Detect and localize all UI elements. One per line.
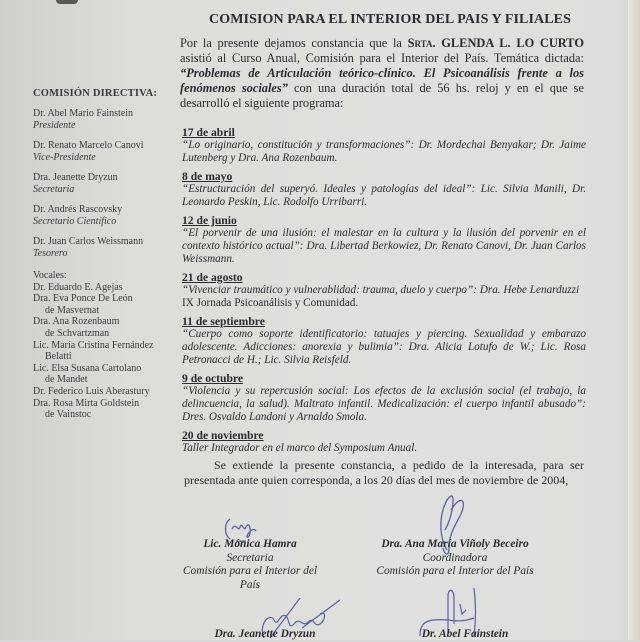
member-role: Secretaria bbox=[33, 184, 75, 195]
signer-name: Dra. Jeanette Dryzun bbox=[214, 628, 316, 640]
session-date: 8 de mayo bbox=[182, 170, 233, 183]
session-description: Taller Integrador en el marco del Symposium Anual. bbox=[182, 442, 418, 454]
session-description: “Cuerpo como soporte identificatorio: tatuajes y piercing. Sexualidad y embarazo adolescente. Adicciones: anorexia y bulimia”: Dra. Alicia Lotufo de W.; Lic. Rosa Petronacci de H.; Lic. Silvia Reisfeld. bbox=[182, 328, 586, 366]
signer-name: Lic. Mónica Hamra bbox=[203, 538, 297, 550]
document-title: COMISION PARA EL INTERIOR DEL PAIS Y FILIALES bbox=[209, 12, 571, 27]
member-name: Dr. Abel Mario Fainstein bbox=[33, 108, 133, 119]
board-member bbox=[33, 108, 173, 132]
program-session bbox=[182, 315, 586, 367]
session-description: “El porvenir de una ilusión: el malestar en la cultura y la ilusión del porvenir en el contexto histórico actual”: Dra. Libertad Berkowiez, Dr. Renato Canovi, Dr. Juan Carlos Weissmann. bbox=[182, 227, 586, 265]
vocal-name-cont: de Schvartzman bbox=[45, 327, 110, 339]
member-name: Dr. Renato Marcelo Canovi bbox=[33, 140, 144, 151]
vocal-name: Dra. Eva Ponce De León bbox=[33, 293, 133, 305]
signer-name: Dra. Ana María Viñoly Beceiro bbox=[381, 538, 529, 550]
binding-mark bbox=[56, 0, 78, 4]
vocal-name-cont: Belatti bbox=[45, 351, 72, 363]
vocal-name: Lic. María Cristina Fernández bbox=[33, 339, 154, 351]
signer-role: Coordinadora bbox=[422, 551, 488, 564]
board-member bbox=[33, 172, 173, 196]
signer-role: Secretaria bbox=[226, 551, 274, 564]
session-date: 20 de noviembre bbox=[182, 429, 264, 442]
member-name: Dr. Juan Carlos Weissmann bbox=[33, 236, 144, 247]
session-date: 11 de septiembre bbox=[182, 315, 265, 328]
intro-middle: asistió al Curso Anual, Comisión para el Interior del País. Temática dictada: bbox=[180, 51, 584, 65]
program-session bbox=[182, 271, 586, 310]
session-date: 12 de junio bbox=[182, 214, 237, 227]
vocal-name: Dra. Rosa Mirta Goldstein bbox=[33, 397, 140, 409]
vocal-name: Dr. Federico Luis Aberastury bbox=[33, 385, 150, 397]
vocal-name: Lic. Elsa Susana Cartolano bbox=[33, 362, 142, 374]
program-session bbox=[182, 429, 586, 455]
honorific: Srta. bbox=[407, 36, 436, 50]
closing-paragraph: Se extiende la presente constancia, a pedido de la interesada, para ser presentada ante quien corresponda, a los 20 días del mes de noviembre de 2004, bbox=[184, 458, 584, 487]
program-session bbox=[182, 372, 586, 424]
intro-paragraph bbox=[180, 36, 584, 111]
board-member bbox=[33, 204, 173, 228]
board-sidebar bbox=[33, 88, 173, 421]
session-date: 9 de octubre bbox=[182, 372, 243, 385]
session-note: IX Jornada Psicoanálisis y Comunidad. bbox=[182, 297, 359, 309]
signer-org: Comisión para el Interior del País bbox=[376, 565, 534, 577]
signer-org: Comisión para el Interior del País bbox=[182, 565, 318, 591]
signature-block-dryzun bbox=[200, 628, 330, 642]
program-session bbox=[182, 126, 586, 165]
intro-prefix: Por la presente dejamos constancia que la bbox=[180, 36, 408, 50]
member-role: Secretario Científico bbox=[33, 216, 117, 227]
signature-block-secretaria bbox=[180, 538, 320, 592]
member-name: Dr. Andrés Rascovsky bbox=[33, 204, 123, 215]
session-date: 17 de abril bbox=[182, 126, 235, 139]
vocal-name: Dr. Eduardo E. Agejas bbox=[33, 281, 123, 293]
member-name: Dra. Jeanette Dryzun bbox=[33, 172, 118, 183]
session-description: “Violencia y su repercusión social: Los efectos de la exclusión social (el trabajo, la delincuencia, la salud). Maltrato infantil. Medicalización: el cuerpo infantil abusado”: Dres. Osvaldo Landoni y Arnaldo Smola. bbox=[182, 385, 586, 423]
program-session bbox=[182, 170, 586, 209]
page-edge bbox=[628, 0, 640, 640]
member-role: Presidente bbox=[33, 120, 76, 131]
session-date: 21 de agosto bbox=[182, 271, 243, 284]
program-list bbox=[182, 126, 586, 460]
board-member bbox=[33, 236, 173, 260]
vocales-list bbox=[33, 270, 173, 421]
attendee-name: GLENDA L. LO CURTO bbox=[435, 36, 584, 50]
signer-name: Dr. Abel Fainstein bbox=[421, 628, 509, 640]
course-theme: “Problemas de Articulación teórico-clínico. El Psicoanálisis frente a los fenómenos sociales” bbox=[180, 66, 584, 95]
vocal-name: Dra. Ana Rozenbaum bbox=[33, 316, 120, 328]
intro-suffix: con una duración total de 56 hs. reloj y en el que se desarrolló el siguiente programa: bbox=[180, 81, 584, 110]
board-heading: COMISIÓN DIRECTIVA: bbox=[33, 88, 158, 99]
vocales-label: Vocales: bbox=[33, 270, 67, 281]
board-member bbox=[33, 140, 173, 164]
vocal-name-cont: de Mandet bbox=[45, 374, 88, 386]
program-session bbox=[182, 214, 586, 266]
vocal-name-cont: de Masvernat bbox=[45, 304, 100, 316]
signature-block-fainstein bbox=[410, 628, 520, 642]
session-description: “Lo originario, constitución y transformaciones”: Dr. Mordechai Benyakar; Dr. Jaime Lutenberg y Dra. Ana Rozenbaum. bbox=[182, 139, 586, 164]
member-role: Vice-Presidente bbox=[33, 152, 96, 163]
session-description: “Estructuración del superyó. Ideales y patologías del ideal”: Lic. Silvia Manili, Dr. Leonardo Peskin, Lic. Rodolfo Urribarri. bbox=[182, 183, 586, 208]
vocal-name-cont: de Vainstoc bbox=[45, 409, 92, 421]
session-description: “Vivenciar traumático y vulnerablidad: trauma, duelo y cuerpo”: Dra. Hebe Lenarduzzi bbox=[182, 284, 580, 296]
member-role: Tesorero bbox=[33, 248, 68, 259]
signature-block-coordinadora bbox=[370, 538, 540, 579]
